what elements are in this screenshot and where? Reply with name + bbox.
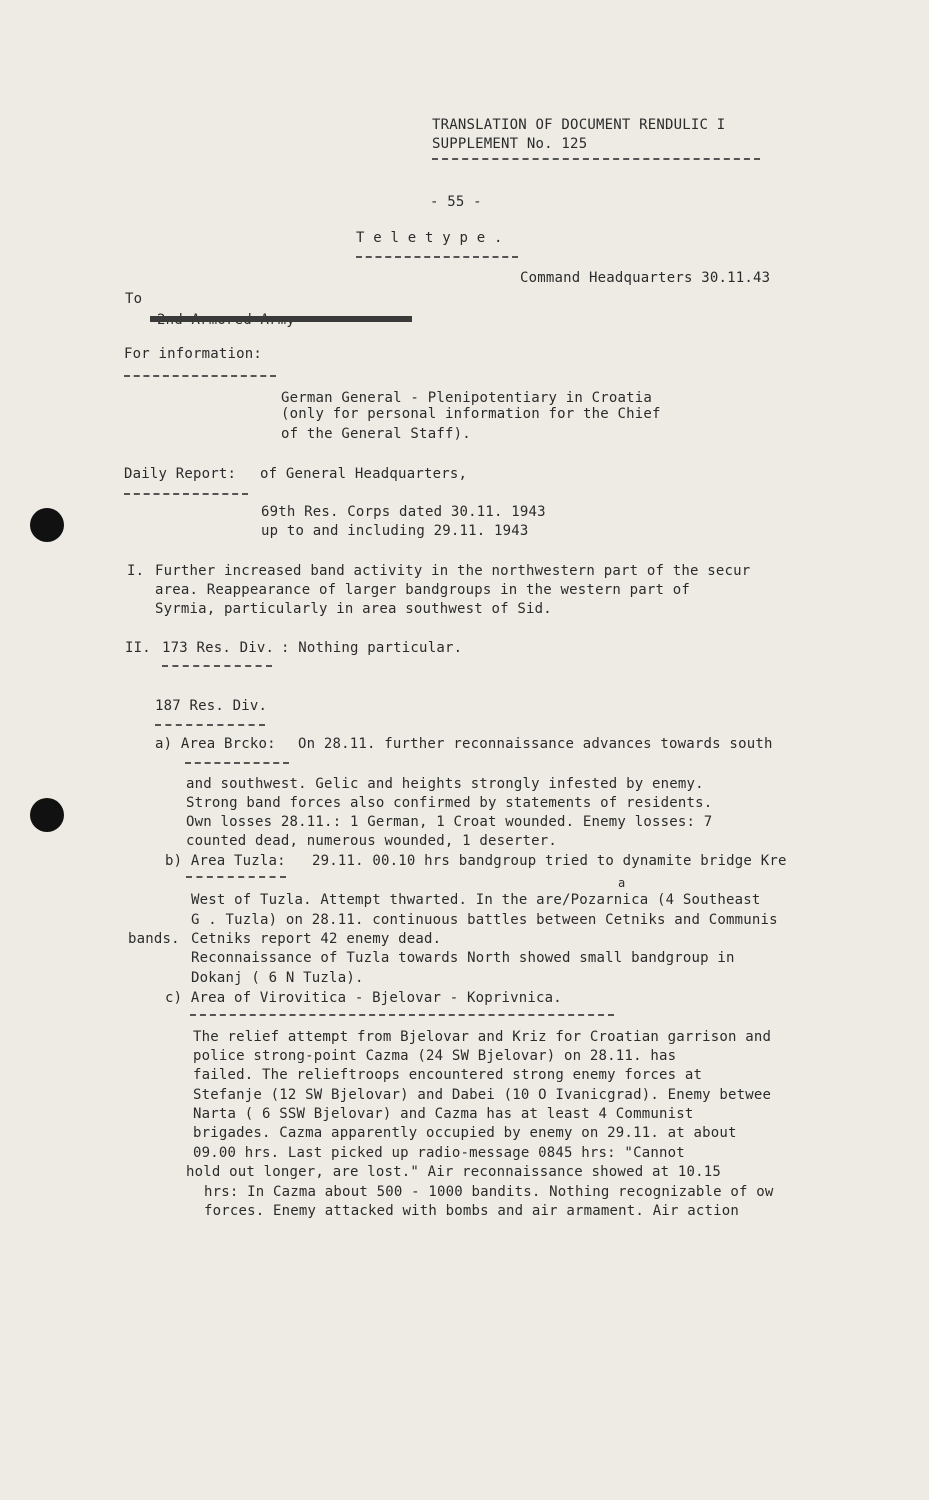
para-c-line-7: 09.00 hrs. Last picked up radio-message 0845 hrs: "Cannot [193,1145,685,1161]
para-b-first-line: 29.11. 00.10 hrs bandgroup tried to dynamite bridge Kre [312,853,787,869]
para-b-bands-rest: Cetniks report 42 enemy dead. [191,931,442,947]
section-2-underline [162,665,272,667]
para-b-line-2: G . Tuzla) on 28.11. continuous battles between Cetniks and Communis [191,912,778,928]
for-info-line-3: of the General Staff). [281,426,471,442]
daily-report-label: Daily Report: [124,466,237,482]
para-c-label: c) Area of Virovitica - Bjelovar - Koprivnica. [165,990,562,1006]
para-b-label: b) Area Tuzla: [165,853,286,869]
para-c-line-6: brigades. Cazma apparently occupied by enemy on 29.11. at about [193,1125,737,1141]
section-1-line-3: Syrmia, particularly in area southwest of Sid. [155,601,552,617]
daily-report-underline [124,493,248,495]
section-2-label: 173 Res. Div. [162,640,275,656]
para-a-line-2: Strong band forces also confirmed by statements of residents. [186,795,713,811]
para-b-line-1: West of Tuzla. Attempt thwarted. In the are/Pozarnica (4 Southeast [191,892,761,908]
para-a-underline [185,762,289,764]
para-c-line-9: hrs: In Cazma about 500 - 1000 bandits. Nothing recognizable of ow [204,1184,774,1200]
para-b-line-3: Reconnaissance of Tuzla towards North showed small bandgroup in [191,950,735,966]
para-a-line-3: Own losses 28.11.: 1 German, 1 Croat wounded. Enemy losses: 7 [186,814,713,830]
header-title: TRANSLATION OF DOCUMENT RENDULIC I [432,117,726,133]
para-c-line-5: Narta ( 6 SSW Bjelovar) and Cazma has at least 4 Communist [193,1106,694,1122]
para-b-insert: a [618,876,626,890]
para-a-first-line: On 28.11. further reconnaissance advances towards south [298,736,773,752]
div-187-label: 187 Res. Div. [155,698,268,714]
corps-line-2: up to and including 29.11. 1943 [261,523,529,539]
for-info-line-1: German General - Plenipotentiary in Croatia [281,390,653,406]
page-number: - 55 - [430,194,482,210]
para-c-line-2: police strong-point Cazma (24 SW Bjelovar) on 28.11. has [193,1048,677,1064]
to-label: To [125,291,143,307]
for-info-line-2: (only for personal information for the Chief [281,406,661,422]
section-1-line-2: area. Reappearance of larger bandgroups in the western part of [155,582,690,598]
para-c-line-1: The relief attempt from Bjelovar and Kriz for Croatian garrison and [193,1029,772,1045]
para-b-underline [186,876,286,878]
div-187-underline [155,724,265,726]
daily-report-value: of General Headquarters, [260,466,468,482]
para-b-bands-word: bands. [128,931,180,947]
for-info-label: For information: [124,346,263,362]
for-info-underline [124,375,276,377]
para-a-label: a) Area Brcko: [155,736,276,752]
header-supplement: SUPPLEMENT No. 125 [432,136,588,152]
section-1-number: I. [127,563,145,579]
section-2-number: II. [125,640,151,656]
origin-line: Command Headquarters 30.11.43 [520,270,771,286]
punch-hole-bottom [30,798,64,832]
para-a-line-4: counted dead, numerous wounded, 1 deserter. [186,833,558,849]
section-1-line-1: Further increased band activity in the northwestern part of the secur [155,563,751,579]
header-underline [432,158,760,160]
corps-line-1: 69th Res. Corps dated 30.11. 1943 [261,504,546,520]
punch-hole-top [30,508,64,542]
para-c-line-8: hold out longer, are lost." Air reconnaissance showed at 10.15 [186,1164,721,1180]
para-a-line-1: and southwest. Gelic and heights strongly infested by enemy. [186,776,704,792]
redaction-strike [150,316,412,322]
section-2-text: : Nothing particular. [281,640,463,656]
para-c-underline [190,1014,614,1016]
doc-type: T e l e t y p e . [356,230,503,246]
doc-type-underline [356,256,518,258]
para-c-line-10: forces. Enemy attacked with bombs and air armament. Air action [204,1203,739,1219]
para-c-line-3: failed. The relieftroops encountered strong enemy forces at [193,1067,703,1083]
para-c-line-4: Stefanje (12 SW Bjelovar) and Dabei (10 O Ivanicgrad). Enemy betwee [193,1087,772,1103]
para-b-line-4: Dokanj ( 6 N Tuzla). [191,970,364,986]
